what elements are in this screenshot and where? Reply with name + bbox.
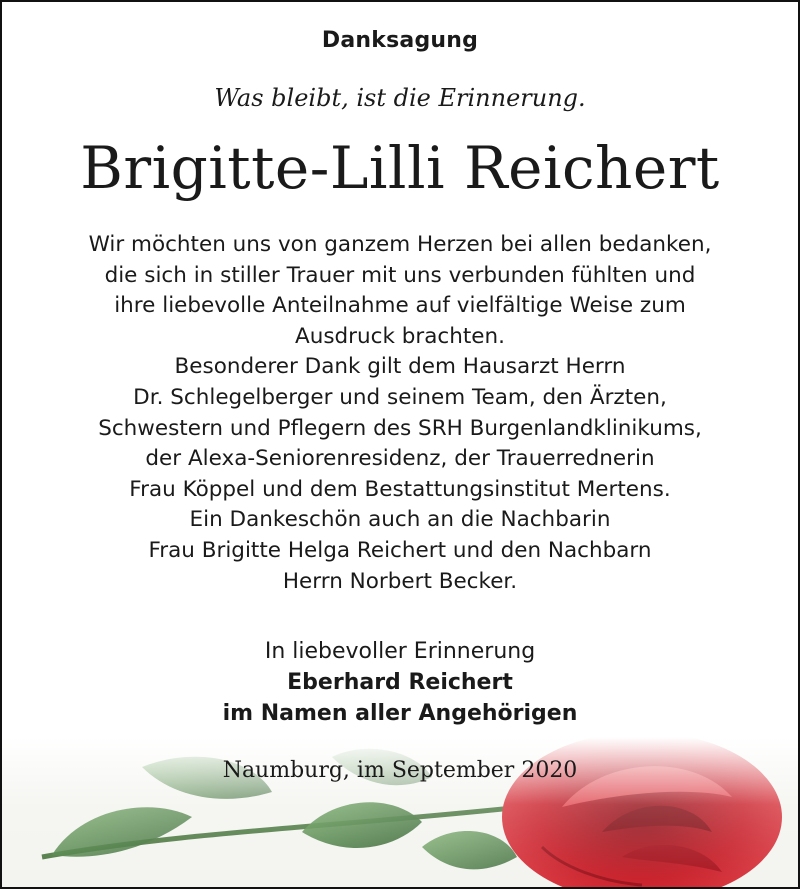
signoff-line: In liebevoller Erinnerung	[264, 639, 536, 664]
heading: Danksagung	[321, 28, 479, 53]
text-line: die sich in stiller Trauer mit uns verbunden fühlten und	[104, 262, 696, 288]
text-line: Dr. Schlegelberger und seinem Team, den Ärzten,	[133, 384, 667, 410]
text-line: Ausdruck brachten.	[295, 323, 505, 349]
text-line: der Alexa-Seniorenresidenz, der Trauerrednerin	[145, 446, 655, 472]
text-line: Frau Köppel und dem Bestattungsinstitut Mertens.	[129, 476, 671, 502]
place-date: Naumburg, im September 2020	[222, 758, 578, 783]
text-line: Wir möchten uns von ganzem Herzen bei allen bedanken,	[88, 232, 712, 257]
text-line: Frau Brigitte Helga Reichert und den Nachbarn	[148, 537, 652, 563]
text-line: Besonderer Dank gilt dem Hausarzt Herrn	[174, 354, 626, 380]
motto: Was bleibt, ist die Erinnerung.	[214, 84, 586, 112]
signer-name: Eberhard Reichert	[287, 670, 513, 695]
text-line: ihre liebevolle Anteilnahme auf vielfältige Weise zum	[114, 293, 686, 319]
text-line: Ein Dankeschön auch an die Nachbarin	[189, 507, 611, 533]
deceased-name: Brigitte-Lilli Reichert	[80, 134, 720, 202]
signature-block	[2, 636, 798, 729]
thanks-text	[22, 230, 778, 597]
text-line: Schwestern und Pflegern des SRH Burgenlandklinikums,	[98, 415, 702, 441]
signer-family: im Namen aller Angehörigen	[222, 701, 578, 726]
text-line: Herrn Norbert Becker.	[282, 568, 518, 594]
